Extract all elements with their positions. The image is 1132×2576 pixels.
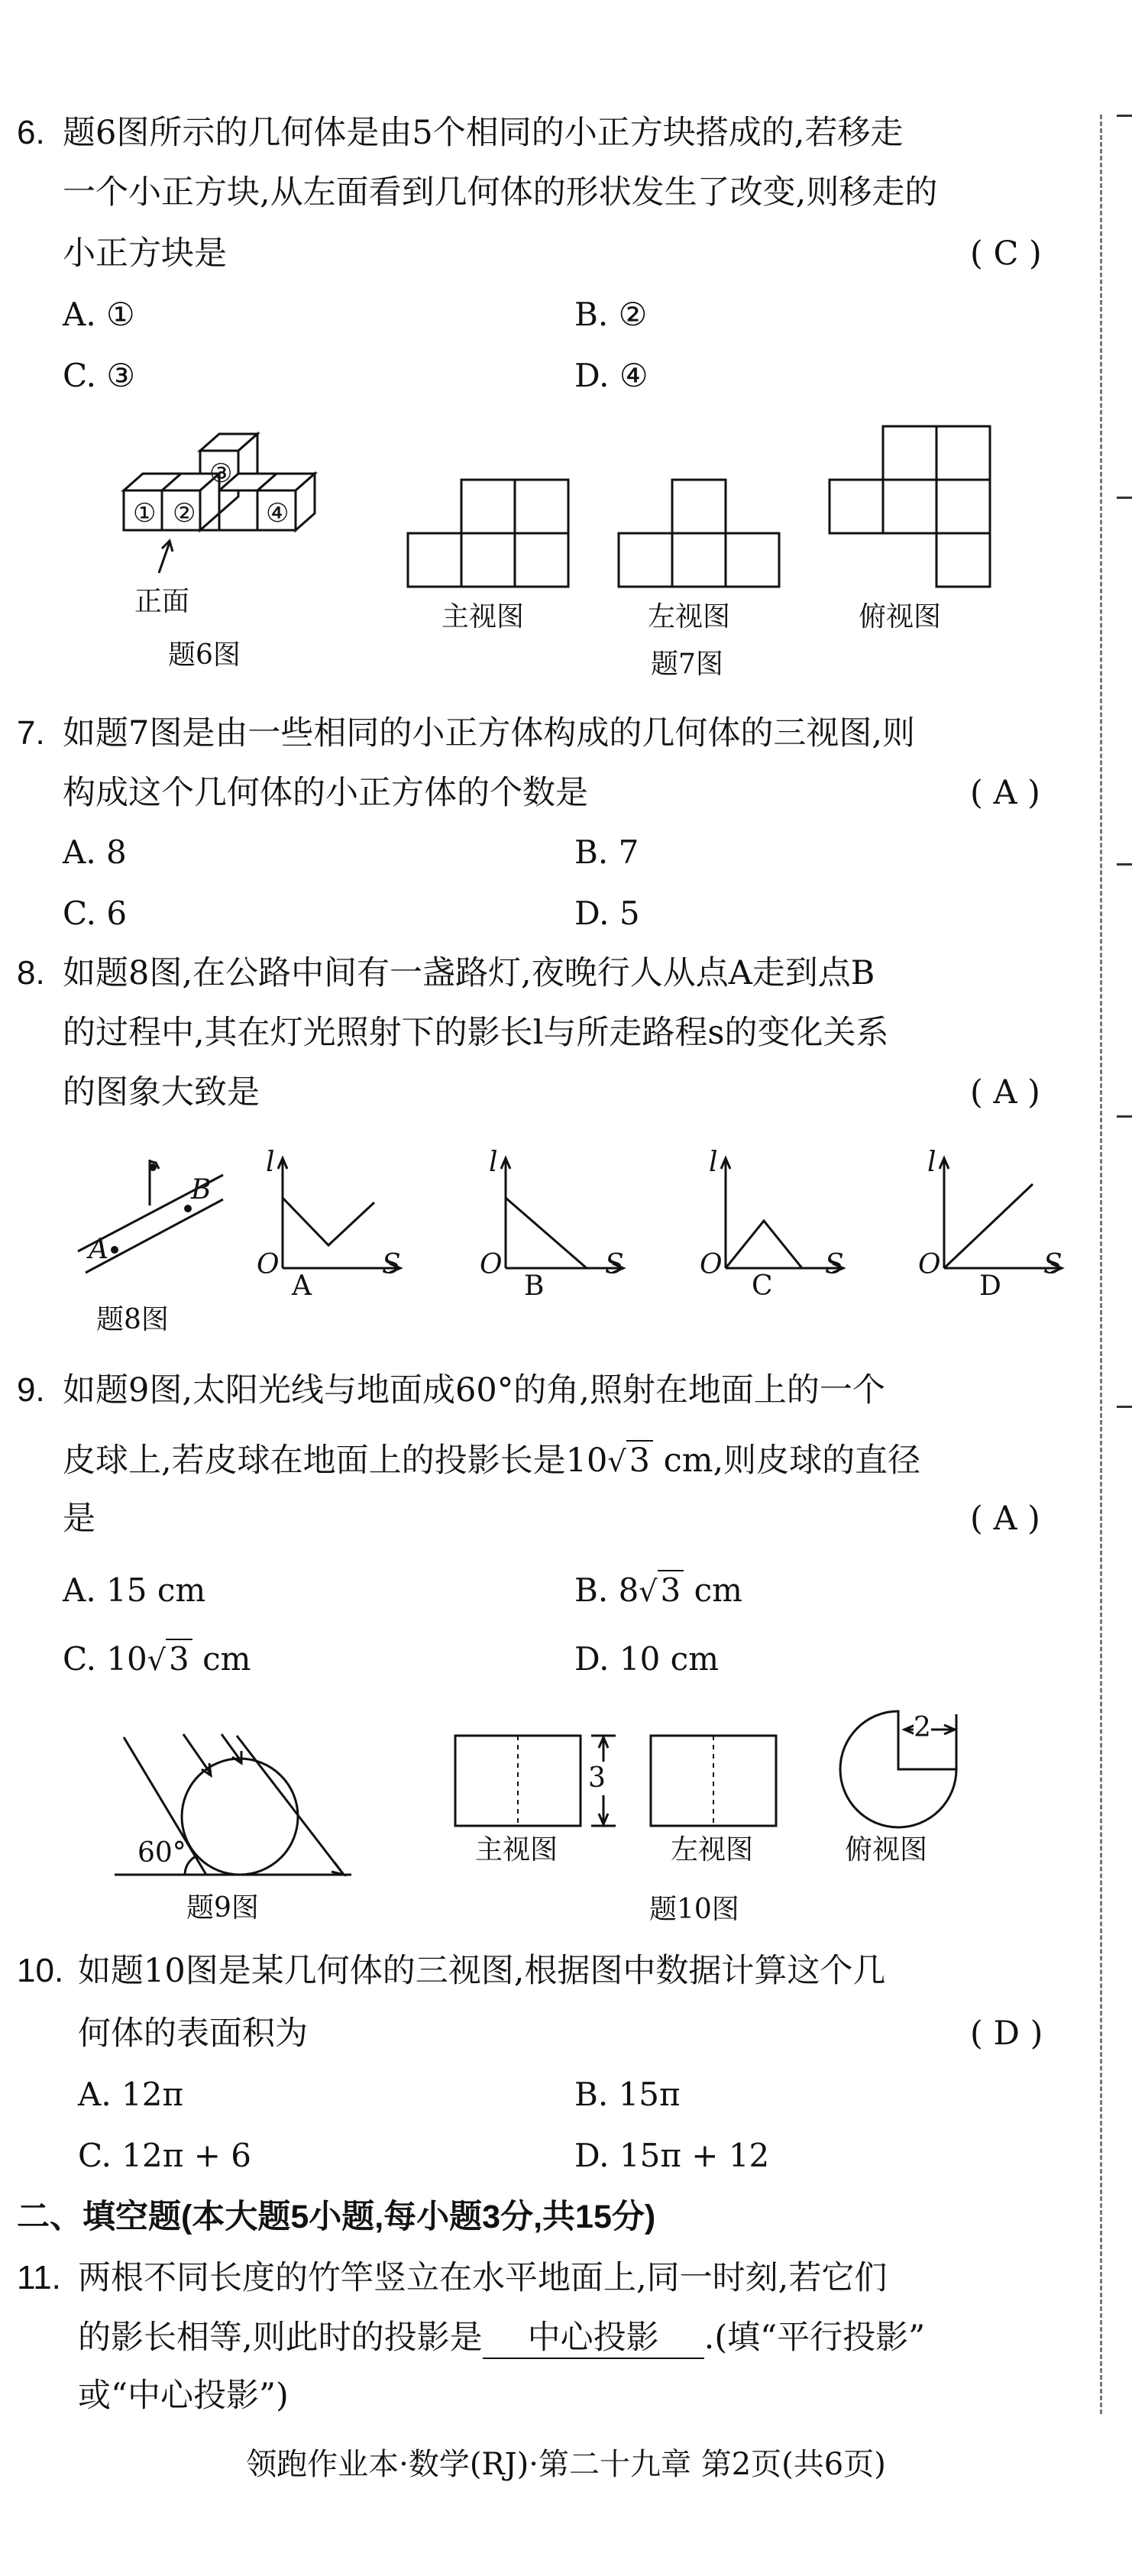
fig10-top-view-label: 俯视图 xyxy=(845,1834,928,1866)
fig8-point-a: A xyxy=(89,1234,108,1265)
fig8-caption: 题8图 xyxy=(96,1304,169,1335)
q8-answer: ( A ) xyxy=(970,1073,1040,1112)
q8-number: 8. xyxy=(17,954,45,992)
fig8-graph-c-s: S xyxy=(825,1249,844,1280)
q11-answer-blank: 中心投影 xyxy=(483,2318,704,2359)
fig7-left-view xyxy=(617,478,785,587)
fig6-cube3-label: ③ xyxy=(209,458,233,489)
q7-option-b: B. 7 xyxy=(574,833,639,871)
q9-text-line1: 如题9图,太阳光线与地面成60°的角,照射在地面上的一个 xyxy=(63,1371,885,1409)
margin-tick xyxy=(1117,863,1132,866)
q11-text-line3: 或“中心投影”) xyxy=(78,2377,289,2415)
fig9-angle-label: 60° xyxy=(137,1837,186,1869)
q6-option-b: B. ② xyxy=(574,296,648,333)
fig6-cube4-label: ④ xyxy=(266,498,289,529)
q9-option-c-sqrt: 3 xyxy=(166,1639,192,1678)
fig6-cube1-label: ① xyxy=(133,498,157,529)
q9-option-b-sqrt: 3 xyxy=(658,1570,684,1609)
q9-option-c-pre: C. 10 xyxy=(63,1640,147,1678)
q7-text-line2: 构成这个几何体的小正方体的个数是 xyxy=(63,774,588,812)
q10-option-a: A. 12π xyxy=(78,2076,184,2113)
q9-option-d: D. 10 cm xyxy=(574,1640,720,1678)
cut-line xyxy=(1100,115,1102,2414)
section2-title: 二、填空题(本大题5小题,每小题3分,共15分) xyxy=(17,2199,656,2235)
q11-line2-post: .(填“平行投影” xyxy=(703,2319,926,2357)
fig6-cube2-label: ② xyxy=(173,498,196,529)
q9-answer: ( A ) xyxy=(970,1500,1040,1538)
fig10-main-view-label: 主视图 xyxy=(475,1834,558,1866)
q6-option-d: D. ④ xyxy=(574,357,648,394)
q11-number: 11. xyxy=(17,2259,61,2296)
q8-text-line2: 的过程中,其在灯光照射下的影长l与所走路程s的变化关系 xyxy=(63,1014,889,1052)
fig8-graph-d-o: O xyxy=(918,1249,941,1280)
fig8-graph-d-name: D xyxy=(979,1270,1001,1302)
q9-option-c-post: cm xyxy=(192,1640,251,1678)
fig8-graph-d-l: l xyxy=(927,1147,936,1178)
fig6-caption: 题6图 xyxy=(168,639,241,671)
fig7-main-view xyxy=(406,478,574,587)
q9-option-b-post: cm xyxy=(684,1571,742,1609)
fig6-front-label: 正面 xyxy=(134,586,190,617)
fig10-left-view-label: 左视图 xyxy=(671,1834,754,1866)
fig7-top-view xyxy=(828,425,996,587)
q7-answer: ( A ) xyxy=(970,774,1040,812)
q6-option-c: C. ③ xyxy=(63,357,135,394)
q9-line2-sqrt: 3 xyxy=(626,1440,653,1480)
q9-option-b: B. 8√3 cm xyxy=(574,1571,742,1609)
q9-line2-post: cm,则皮球的直径 xyxy=(652,1442,921,1480)
q9-line2-pre: 皮球上,若皮球在地面上的投影长是10 xyxy=(63,1442,608,1480)
q8-text-line3: 的图象大致是 xyxy=(63,1073,260,1112)
fig9-caption: 题9图 xyxy=(186,1892,259,1924)
margin-tick xyxy=(1117,1115,1132,1118)
q6-option-a: A. ① xyxy=(63,296,135,333)
q7-option-c: C. 6 xyxy=(63,895,128,932)
margin-tick xyxy=(1117,497,1132,499)
fig8-graph-c-l: l xyxy=(709,1147,718,1178)
fig8-graph-b-o: O xyxy=(480,1249,503,1280)
q7-option-d: D. 5 xyxy=(574,895,640,932)
q8-text-line1: 如题8图,在公路中间有一盏路灯,夜晚行人从点A走到点B xyxy=(63,954,875,992)
fig8-graph-b-l: l xyxy=(489,1147,498,1178)
q7-number: 7. xyxy=(17,714,45,752)
fig8-graph-a-o: O xyxy=(257,1249,280,1280)
q11-text-line1: 两根不同长度的竹竿竖立在水平地面上,同一时刻,若它们 xyxy=(78,2259,888,2297)
q10-text-line2: 何体的表面积为 xyxy=(78,2015,308,2053)
margin-tick xyxy=(1117,1406,1132,1408)
fig8-graph-d-s: S xyxy=(1043,1249,1062,1280)
fig8-graph-c-name: C xyxy=(752,1270,773,1302)
page-footer: 领跑作业本·数学(RJ)·第二十九章 第2页(共6页) xyxy=(246,2447,886,2482)
fig8-graph-c-o: O xyxy=(700,1249,723,1280)
fig8-graph-b-s: S xyxy=(605,1249,624,1280)
margin-tick xyxy=(1117,115,1132,117)
q6-number: 6. xyxy=(17,114,45,151)
q11-line2-pre: 的影长相等,则此时的投影是 xyxy=(78,2319,483,2357)
fig10-caption: 题10图 xyxy=(649,1894,739,1925)
q7-text-line1: 如题7图是由一些相同的小正方体构成的几何体的三视图,则 xyxy=(63,714,916,752)
q9-number: 9. xyxy=(17,1371,45,1409)
q9-text-line3: 是 xyxy=(63,1500,95,1538)
fig8-graph-b-name: B xyxy=(524,1270,545,1302)
fig8-point-b: B xyxy=(191,1174,212,1205)
fig8-graph-a-l: l xyxy=(266,1147,275,1178)
fig7-caption: 题7图 xyxy=(651,649,723,680)
fig7-top-view-label: 俯视图 xyxy=(859,601,942,633)
fig10-top-view xyxy=(840,1707,970,1837)
q10-number: 10. xyxy=(17,1952,64,1989)
q9-option-a: A. 15 cm xyxy=(63,1571,206,1609)
fig10-height-label: 3 xyxy=(588,1762,606,1794)
q6-text-line2: 一个小正方块,从左面看到几何体的形状发生了改变,则移走的 xyxy=(63,173,938,212)
q7-option-a: A. 8 xyxy=(63,833,127,871)
q10-option-c: C. 12π + 6 xyxy=(78,2137,252,2174)
q9-text-line2: 皮球上,若皮球在地面上的投影长是10√3 cm,则皮球的直径 xyxy=(63,1442,921,1480)
q10-option-b: B. 15π xyxy=(574,2076,681,2113)
q6-text-line1: 题6图所示的几何体是由5个相同的小正方块搭成的,若移走 xyxy=(63,114,904,152)
fig7-left-view-label: 左视图 xyxy=(648,601,731,633)
q10-answer: ( D ) xyxy=(970,2015,1043,2053)
q9-option-c: C. 10√3 cm xyxy=(63,1640,251,1678)
q10-option-d: D. 15π + 12 xyxy=(574,2137,770,2174)
fig8-graph-a-s: S xyxy=(382,1249,401,1280)
q10-text-line1: 如题10图是某几何体的三视图,根据图中数据计算这个几 xyxy=(78,1952,886,1990)
fig10-left-view xyxy=(649,1733,779,1832)
fig7-main-view-label: 主视图 xyxy=(441,601,525,633)
q9-option-b-pre: B. 8 xyxy=(574,1571,639,1609)
fig8-graph-a-name: A xyxy=(292,1270,312,1302)
q6-text-line3: 小正方块是 xyxy=(63,235,227,273)
q11-text-line2 xyxy=(78,2318,925,2359)
fig10-radius-label: 2 xyxy=(914,1712,931,1743)
q6-answer: ( C ) xyxy=(970,235,1042,273)
